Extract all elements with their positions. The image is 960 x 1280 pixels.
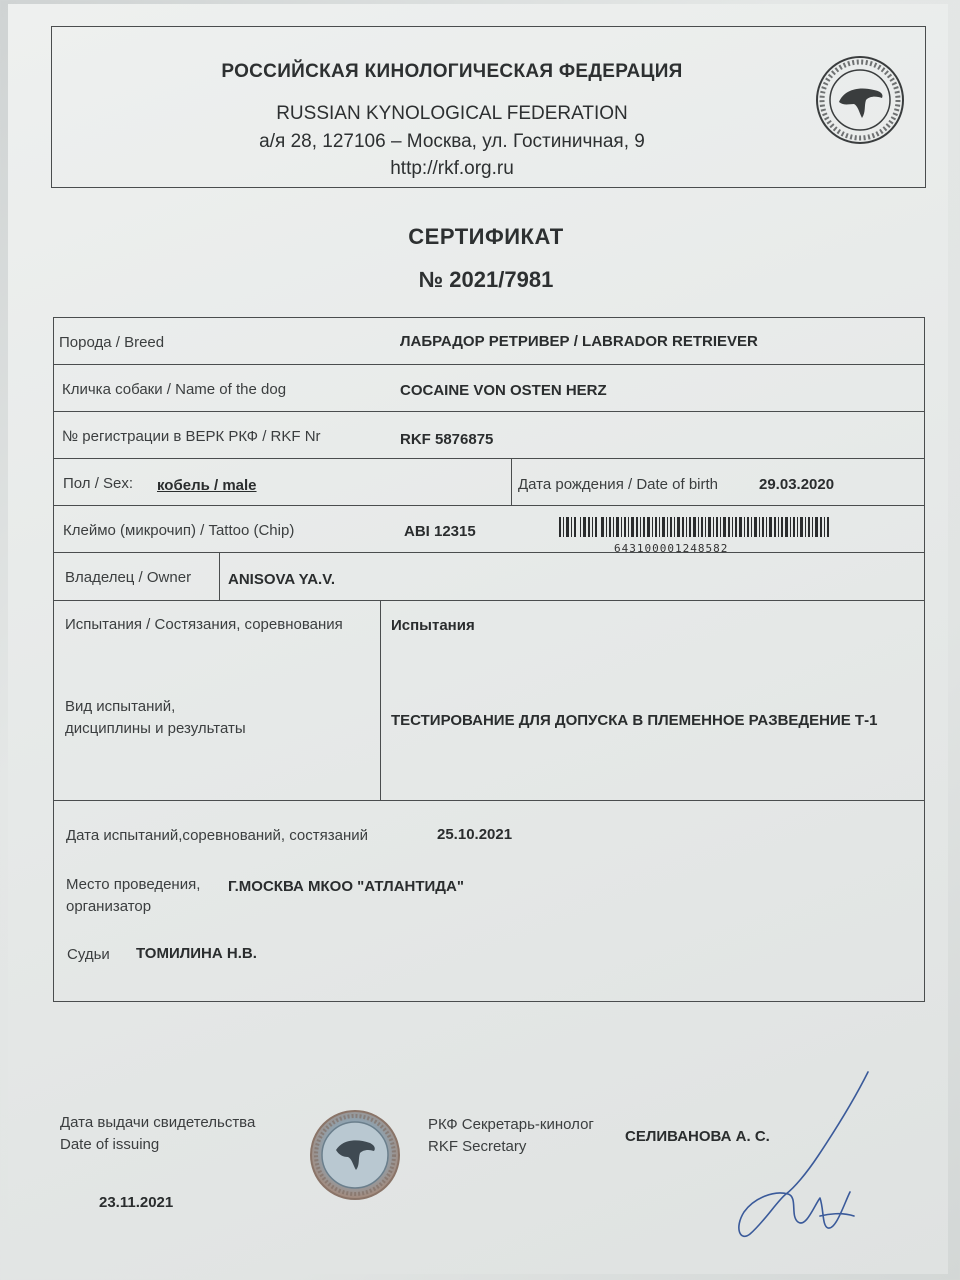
secretary-label-en: RKF Secretary	[428, 1138, 527, 1155]
header-box	[51, 26, 926, 188]
row-divider	[54, 458, 924, 459]
org-name-ru: РОССИЙСКАЯ КИНОЛОГИЧЕСКАЯ ФЕДЕРАЦИЯ	[221, 61, 683, 82]
registration-value: RKF 5876875	[400, 431, 494, 448]
judges-value: ТОМИЛИНА Н.В.	[136, 945, 257, 962]
certificate-table	[53, 317, 925, 1002]
signature-icon	[728, 1066, 888, 1246]
secretary-name: СЕЛИВАНОВА А. С.	[625, 1128, 770, 1145]
place-value: Г.МОСКВА МКОО "АТЛАНТИДА"	[228, 878, 464, 895]
row-divider	[54, 364, 924, 365]
event-date-label: Дата испытаний,соревнований, состязаний	[66, 827, 368, 844]
row-divider	[54, 552, 924, 553]
row-divider	[54, 411, 924, 412]
breed-value: ЛАБРАДОР РЕТРИВЕР / LABRADOR RETRIEVER	[400, 333, 758, 350]
org-website: http://rkf.org.ru	[390, 158, 514, 179]
org-address: а/я 28, 127106 – Москва, ул. Гостиничная, 9	[259, 131, 645, 152]
org-name-en: RUSSIAN KYNOLOGICAL FEDERATION	[276, 103, 628, 124]
issue-date: 23.11.2021	[99, 1194, 174, 1211]
row-divider	[54, 600, 924, 601]
column-divider	[511, 458, 512, 505]
dob-label: Дата рождения / Date of birth	[518, 476, 719, 493]
secretary-label-ru: РКФ Секретарь-кинолог	[428, 1116, 594, 1133]
certificate-number: № 2021/7981	[418, 267, 554, 292]
sex-value: кобель / male	[157, 477, 257, 494]
column-divider	[380, 600, 381, 800]
rkf-hologram-seal-icon	[310, 1110, 400, 1200]
row-divider	[54, 505, 924, 506]
issue-label-ru: Дата выдачи свидетельства	[60, 1114, 256, 1131]
breed-label: Порода / Breed	[59, 334, 165, 351]
greyhound-emblem-icon	[814, 54, 906, 146]
owner-value: ANISOVA YA.V.	[228, 571, 335, 588]
sex-label: Пол / Sex:	[63, 475, 134, 492]
row-divider	[54, 800, 924, 801]
owner-label: Владелец / Owner	[65, 569, 192, 586]
chip-number: 643100001248582	[614, 542, 729, 555]
place-label-2: организатор	[66, 898, 152, 915]
dob-value: 29.03.2020	[759, 476, 835, 493]
discipline-label-1: Вид испытаний,	[65, 698, 176, 715]
event-date-value: 25.10.2021	[437, 826, 513, 843]
chip-value: ABI 12315	[404, 523, 476, 540]
certificate-title: СЕРТИФИКАТ	[408, 224, 564, 249]
place-label-1: Место проведения,	[66, 876, 201, 893]
discipline-label-2: дисциплины и результаты	[65, 720, 246, 737]
issue-label-en: Date of issuing	[60, 1136, 160, 1153]
dog-name-value: COCAINE VON OSTEN HERZ	[400, 382, 607, 399]
registration-label: № регистрации в ВЕРК РКФ / RKF Nr	[62, 428, 321, 445]
chip-label: Клеймо (микрочип) / Tattoo (Chip)	[63, 522, 295, 539]
dog-name-label: Кличка собаки / Name of the dog	[62, 381, 287, 398]
column-divider	[219, 552, 220, 600]
event-label: Испытания / Состязания, соревнования	[65, 616, 343, 633]
certificate-sheet	[8, 4, 948, 1274]
judges-label: Судьи	[67, 946, 110, 963]
discipline-value: ТЕСТИРОВАНИЕ ДЛЯ ДОПУСКА В ПЛЕМЕННОЕ РАЗВЕДЕНИЕ Т-1	[391, 712, 878, 729]
event-value: Испытания	[391, 617, 475, 634]
chip-barcode	[559, 517, 829, 537]
